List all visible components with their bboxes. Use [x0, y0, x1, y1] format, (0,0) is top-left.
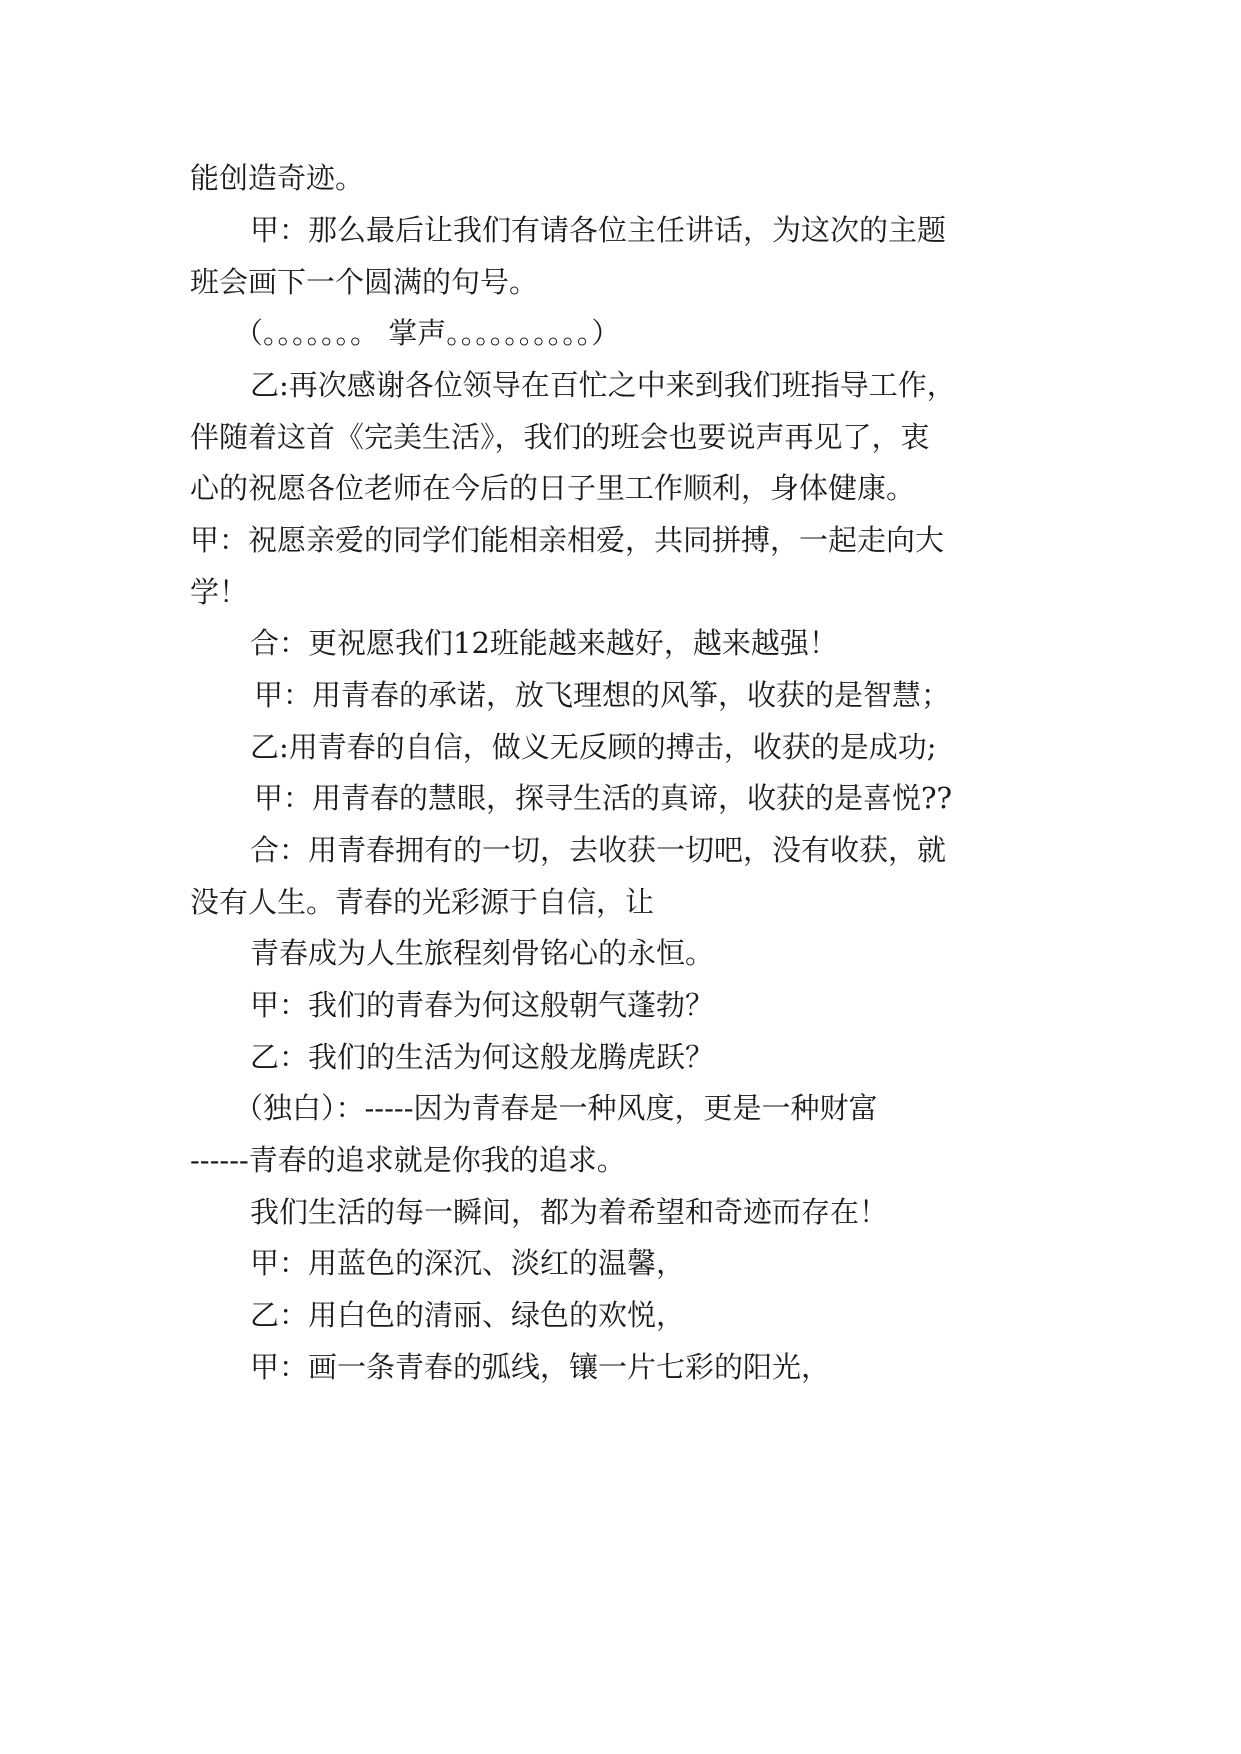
- text-line-24: 甲：画一条青春的弧线，镶一片七彩的阳光，: [250, 1350, 831, 1384]
- text-line-8: 甲：祝愿亲爱的同学们能相亲相爱，共同拼搏，一起走向大: [190, 523, 945, 557]
- text-line-20: ------青春的追求就是你我的追求。: [190, 1143, 626, 1177]
- text-line-16: 青春成为人生旅程刻骨铭心的永恒。: [250, 936, 715, 970]
- text-line-15: 没有人生。青春的光彩源于自信，让: [190, 885, 655, 919]
- text-line-17: 甲：我们的青春为何这般朝气蓬勃？: [250, 988, 715, 1022]
- text-line-6: 伴随着这首《完美生活》，我们的班会也要说声再见了，衷: [190, 420, 930, 454]
- text-line-5: 乙:再次感谢各位领导在百忙之中来到我们班指导工作，: [250, 368, 956, 402]
- text-line-1: 能创造奇迹。: [190, 161, 365, 195]
- text-line-22: 甲：用蓝色的深沉、淡红的温馨，: [250, 1246, 686, 1280]
- text-line-7: 心的祝愿各位老师在今后的日子里工作顺利，身体健康。: [190, 471, 916, 505]
- text-line-4: （。。。。。。。 掌声。。。。。。。。。。）: [234, 316, 621, 350]
- text-line-18: 乙：我们的生活为何这般龙腾虎跃？: [250, 1040, 715, 1074]
- text-line-3: 班会画下一个圆满的句号。: [190, 265, 539, 299]
- text-line-11: 甲：用青春的承诺，放飞理想的风筝，收获的是智慧；: [254, 678, 951, 712]
- text-line-21: 我们生活的每一瞬间，都为着希望和奇迹而存在！: [250, 1195, 889, 1229]
- text-line-14: 合：用青春拥有的一切，去收获一切吧，没有收获，就: [250, 833, 947, 867]
- text-line-10: 合：更祝愿我们12班能越来越好，越来越强！: [250, 626, 838, 660]
- text-line-23: 乙：用白色的清丽、绿色的欢悦，: [250, 1298, 686, 1332]
- text-line-9: 学！: [190, 575, 249, 609]
- text-line-19: （独白）：-----因为青春是一种风度，更是一种财富: [234, 1091, 878, 1125]
- text-line-13: 甲：用青春的慧眼，探寻生活的真谛，收获的是喜悦??: [254, 781, 953, 815]
- text-line-12: 乙:用青春的自信，做义无反顾的搏击，收获的是成功;: [250, 730, 937, 764]
- text-line-2: 甲：那么最后让我们有请各位主任讲话，为这次的主题: [250, 213, 947, 247]
